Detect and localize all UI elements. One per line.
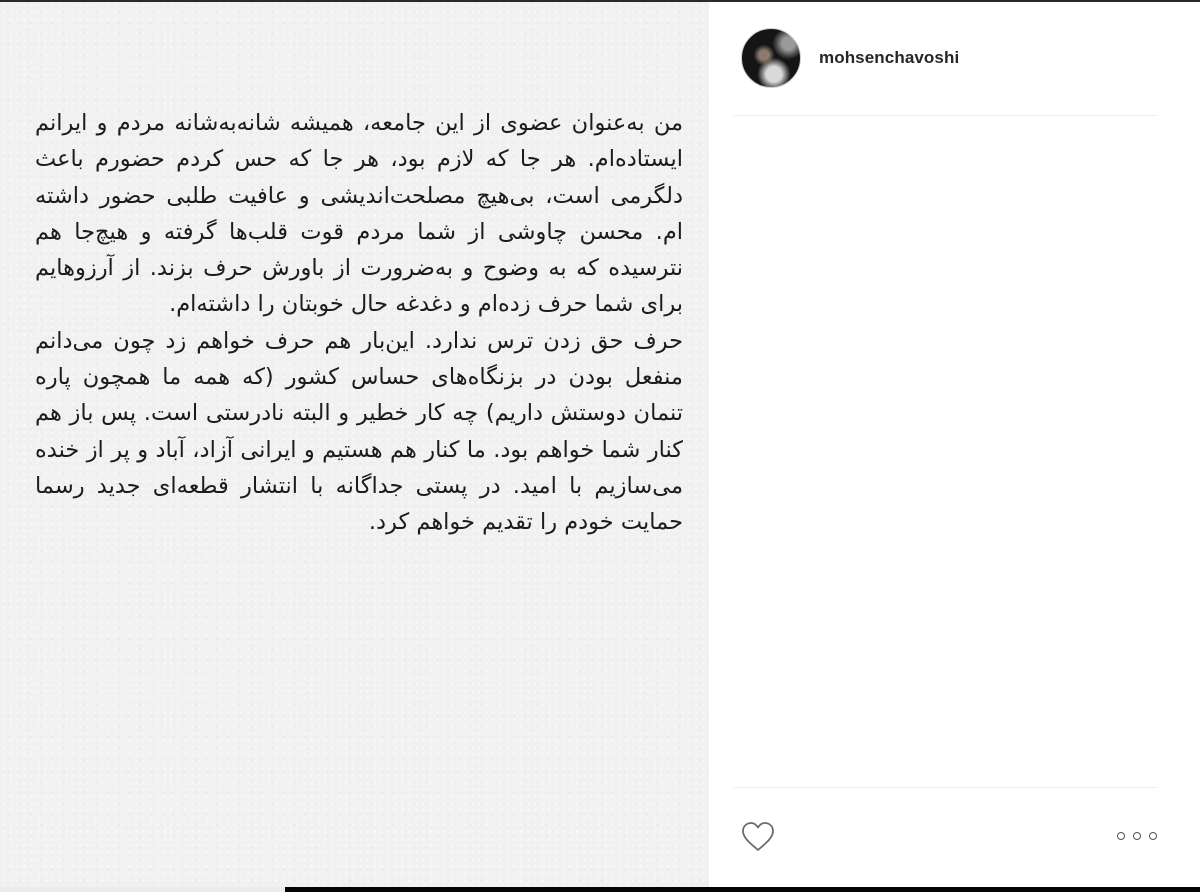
more-options-icon bbox=[1117, 832, 1125, 840]
post-image-text bbox=[35, 105, 683, 541]
more-options-icon bbox=[1149, 832, 1157, 840]
like-button[interactable] bbox=[741, 821, 775, 853]
bottom-edge-left bbox=[0, 887, 285, 892]
text-paragraph-2: حرف حق زدن ترس ندارد. این‌بار هم حرف خواهم زد چون می‌دانم منفعل بودن در بزنگاه‌های حساس کشور (که همه ما همچون پاره تنمان دوستش داریم) چه کار خطیر و البته نادرستی است. پس باز هم کنار شما خواهم بود. ما کنار هم هستیم و ایرانی آزاد، آباد و پر از خنده می‌سازیم با امید. در پستی جداگانه با انتشار قطعه‌ای جدید رسما حمایت خودم را تقدیم خواهم کرد. bbox=[35, 327, 683, 536]
header-divider bbox=[733, 115, 1157, 116]
more-options-button[interactable] bbox=[1117, 829, 1157, 843]
text-paragraph-1: من به‌عنوان عضوی از این جامعه، همیشه شانه‌به‌شانه مردم و ایرانم ایستاده‌ام. هر جا که لازم بود، هر جا که حس کردم حضورم باعث دلگرمی است، بی‌هیچ مصلحت‌اندیشی و عافیت طلبی حضور داشته ام. محسن چاوشی از شما مردم قوت قلب‌ها گرفته و هیچ‌جا هم نترسیده که به وضوح و به‌ضرورت از باورش حرف بزند. از آرزوهایم برای شما حرف زده‌ام و دغدغه حال خوبتان را داشته‌ام. bbox=[35, 110, 683, 318]
avatar[interactable] bbox=[741, 28, 801, 88]
post-image bbox=[0, 2, 709, 887]
post-sidebar bbox=[709, 2, 1200, 887]
username-link[interactable]: mohsenchavoshi bbox=[819, 48, 960, 67]
bottom-edge-bar bbox=[285, 887, 1200, 892]
post-header bbox=[741, 28, 959, 88]
post-actions bbox=[733, 817, 1157, 857]
heart-icon bbox=[741, 821, 775, 853]
more-options-icon bbox=[1133, 832, 1141, 840]
actions-divider bbox=[733, 787, 1157, 788]
